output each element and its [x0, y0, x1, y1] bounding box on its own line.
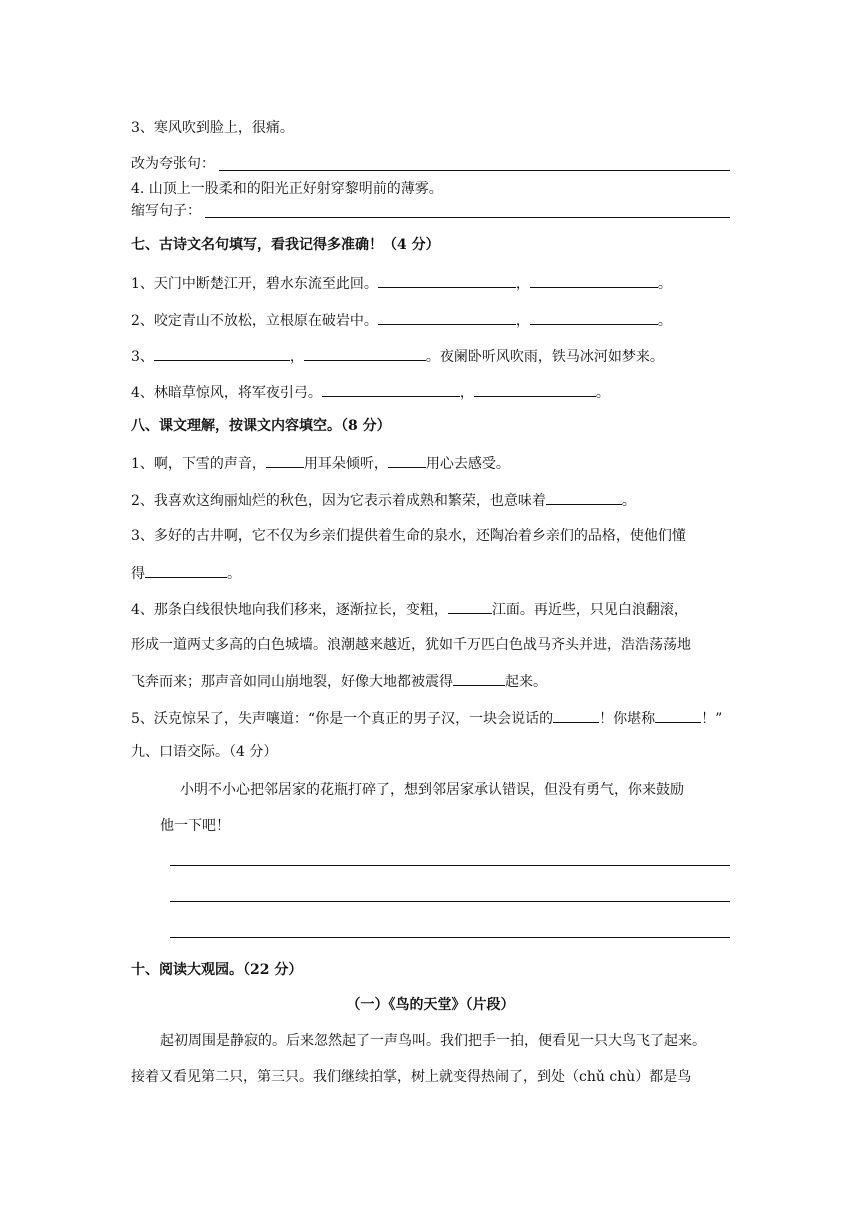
- section-9-heading: 九、口语交际。（4 分）: [131, 744, 278, 760]
- comma: ，: [515, 276, 530, 292]
- q6-item4: 4. 山顶上一股柔和的阳光正好射穿黎明前的薄雾。: [131, 181, 443, 197]
- fill-blank[interactable]: [474, 382, 596, 397]
- fill-blank[interactable]: [304, 346, 426, 361]
- q8-line-2: [131, 490, 636, 511]
- q8-line-4-e: 起来。: [505, 674, 547, 690]
- fill-blank[interactable]: [388, 453, 426, 468]
- q8-line-3b: [131, 563, 241, 584]
- q8-line-1-c: 用心去感受。: [425, 456, 510, 472]
- reading-subtitle: （一）《鸟的天堂》（片段）: [346, 997, 515, 1013]
- period: 。: [657, 276, 672, 292]
- fill-blank[interactable]: [322, 382, 460, 397]
- q7-line-3-suffix: 。夜阑卧听风吹雨，铁马冰河如梦来。: [425, 349, 664, 365]
- fill-blank[interactable]: [266, 453, 304, 468]
- fill-blank[interactable]: [530, 273, 658, 288]
- reading-paragraph-1: 起初周围是静寂的。后来忽然起了一声鸟叫。我们把手一拍，便看见一只大鸟飞了起来。: [160, 1033, 706, 1049]
- q8-line-4-d: 飞奔而来；那声音如同山崩地裂，好像大地都被震得: [131, 674, 453, 690]
- q8-line-4c: 形成一道两丈多高的白色城墙。浪潮越来越近，犹如千万匹白色战马齐头并进，浩浩荡荡地: [131, 637, 691, 653]
- q8-line-5-b: ！你堪称: [599, 711, 656, 727]
- q7-line-1-text: 1、天门中断楚江开，碧水东流至此回。: [131, 276, 378, 292]
- answer-line[interactable]: [205, 217, 730, 218]
- q8-line-5-a: 5、沃克惊呆了，失声嚷道：“你是一个真正的男子汉，一块会说话的: [131, 711, 554, 727]
- q8-line-1: [131, 453, 510, 474]
- fill-blank[interactable]: [154, 346, 290, 361]
- q7-line-4-text: 4、林暗草惊风，将军夜引弓。: [131, 385, 322, 401]
- q8-line-3a: 3、多好的古井啊，它不仅为乡亲们提供着生命的泉水，还陶冶着乡亲们的品格，使他们懂: [131, 528, 686, 544]
- period: 。: [595, 385, 610, 401]
- section-8-heading: 八、课文理解，按课文内容填空。（8 分）: [131, 418, 391, 434]
- fill-blank[interactable]: [378, 310, 516, 325]
- fill-blank[interactable]: [145, 563, 227, 578]
- answer-line[interactable]: [170, 937, 730, 938]
- q7-line-2: [131, 310, 672, 331]
- q8-line-4d: [131, 671, 547, 692]
- comma: ，: [459, 385, 474, 401]
- q8-line-5: [131, 708, 722, 729]
- reading-paragraph-2: 接着又看见第二只，第三只。我们继续拍掌，树上就变得热闹了，到处（chǔ chù）都是鸟: [131, 1069, 692, 1085]
- fill-blank[interactable]: [546, 490, 622, 505]
- q9-prompt-1: 小明不小心把邻居家的花瓶打碎了，想到邻居家承认错误，但没有勇气，你来鼓励: [180, 782, 684, 798]
- q9-prompt-2: 他一下吧！: [160, 818, 230, 834]
- q7-line-1: [131, 273, 672, 294]
- q6-item3-prompt: 改为夸张句：: [131, 156, 215, 172]
- q6-item3: 3、寒风吹到脸上，很痛。: [131, 120, 294, 136]
- q8-line-4-b: 江面。再近些，只见白浪翻滚，: [491, 602, 688, 618]
- q6-item4-prompt: 缩写句子：: [131, 203, 201, 219]
- answer-line[interactable]: [219, 170, 730, 171]
- q7-line-3-prefix: 3、: [131, 349, 154, 365]
- q8-line-1-b: 用耳朵倾听，: [303, 456, 388, 472]
- fill-blank[interactable]: [378, 273, 516, 288]
- fill-blank[interactable]: [553, 708, 599, 723]
- q8-line-4-a: 4、那条白线很快地向我们移来，逐渐拉长，变粗，: [131, 602, 448, 618]
- q8-line-4a: [131, 599, 688, 620]
- q8-line-5-c: ！”: [701, 711, 723, 727]
- answer-line[interactable]: [170, 901, 730, 902]
- fill-blank[interactable]: [655, 708, 701, 723]
- period: 。: [657, 313, 672, 329]
- section-10-heading: 十、阅读大观园。（22 分）: [131, 962, 303, 978]
- q7-line-2-text: 2、咬定青山不放松，立根原在破岩中。: [131, 313, 378, 329]
- fill-blank[interactable]: [453, 671, 505, 686]
- q8-line-3-c: 。: [227, 566, 241, 582]
- answer-line[interactable]: [170, 865, 730, 866]
- fill-blank[interactable]: [448, 599, 492, 614]
- section-7-heading: 七、古诗文名句填写，看我记得多准确！（4 分）: [131, 237, 440, 253]
- q7-line-3: [131, 346, 664, 367]
- fill-blank[interactable]: [530, 310, 658, 325]
- q8-line-3-b: 得: [131, 566, 145, 582]
- comma: ，: [289, 349, 304, 365]
- q8-line-2-b: 。: [621, 493, 636, 509]
- q7-line-4: [131, 382, 610, 403]
- comma: ，: [515, 313, 530, 329]
- q8-line-1-a: 1、啊，下雪的声音，: [131, 456, 266, 472]
- q8-line-2-a: 2、我喜欢这绚丽灿烂的秋色，因为它表示着成熟和繁荣，也意味着: [131, 493, 546, 509]
